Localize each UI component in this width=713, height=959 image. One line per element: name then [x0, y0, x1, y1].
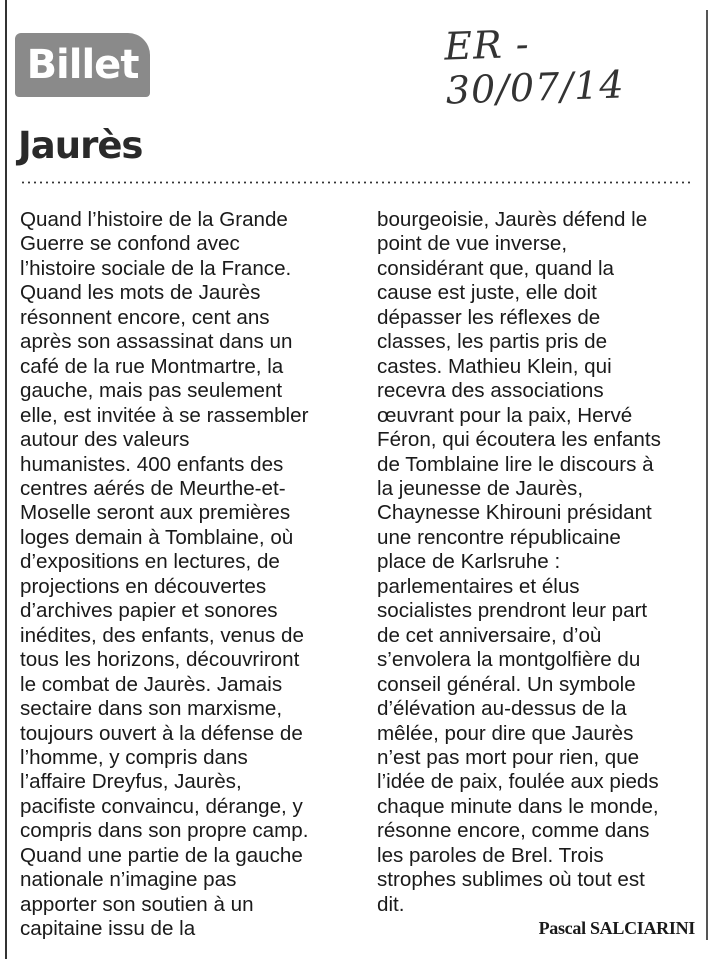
- handwritten-date-note: ER - 30/07/14: [443, 21, 626, 113]
- text-line: résonnent encore, cent ans: [20, 305, 270, 329]
- text-line: l’idée de paix, foulée aux pieds: [377, 770, 659, 794]
- text-line: le combat de Jaurès. Jamais: [20, 672, 283, 696]
- text-line: nationale n’imagine pas: [20, 868, 237, 892]
- text-line: l’homme, y compris dans: [20, 745, 248, 769]
- text-line: chaque minute dans le monde,: [377, 794, 659, 818]
- text-line: parlementaires et élus: [377, 574, 580, 598]
- text-line: après son assassinat dans un: [20, 330, 293, 354]
- text-line: dépasser les réflexes de: [377, 305, 601, 329]
- text-line: castes. Mathieu Klein, qui: [377, 354, 612, 378]
- text-line: la jeunesse de Jaurès,: [377, 476, 584, 500]
- text-line: d’élévation au-dessus de la: [377, 697, 627, 721]
- text-line: recevra des associations: [377, 379, 604, 403]
- text-line: considérant que, quand la: [377, 256, 615, 280]
- text-line: cause est juste, elle doit: [377, 281, 597, 305]
- text-line: pacifiste convaincu, dérange, y: [20, 794, 303, 818]
- author-signature: Pascal SALCIARINI: [538, 918, 695, 938]
- text-line: compris dans son propre camp.: [20, 819, 309, 843]
- text-line: s’envolera la montgolfière du: [377, 648, 641, 672]
- page-border-left: [5, 0, 7, 959]
- text-line: strophes sublimes où tout est: [377, 868, 645, 892]
- text-line: Guerre se confond avec: [20, 232, 240, 256]
- text-line: une rencontre républicaine: [377, 525, 621, 549]
- text-line: autour des valeurs: [20, 428, 190, 452]
- section-label: Billet: [26, 42, 139, 88]
- text-line: de Tomblaine lire le discours à: [377, 452, 654, 476]
- text-line: elle, est invitée à se rassembler: [20, 403, 309, 427]
- text-line: projections en découvertes: [20, 574, 267, 598]
- text-line: Quand une partie de la gauche: [20, 843, 303, 867]
- article-title: Jaurès: [18, 124, 143, 167]
- dotted-divider: [20, 181, 692, 184]
- section-badge: [15, 33, 150, 97]
- text-line: dit.: [377, 892, 405, 916]
- text-line: mêlée, pour dire que Jaurès: [377, 721, 634, 745]
- article-column-left: [20, 208, 308, 942]
- text-line: de cet anniversaire, d’où: [377, 623, 602, 647]
- text-line: d’expositions en lectures, de: [20, 550, 280, 574]
- text-line: Quand les mots de Jaurès: [20, 281, 261, 305]
- text-line: n’est pas mort pour rien, que: [377, 745, 640, 769]
- text-line: apporter son soutien à un: [20, 892, 254, 916]
- text-line: socialistes prendront leur part: [377, 599, 648, 623]
- text-line: Chaynesse Khirouni présidant: [377, 501, 652, 525]
- text-line: tous les horizons, découvriront: [20, 648, 300, 672]
- text-line: place de Karlsruhe :: [377, 550, 561, 574]
- text-line: centres aérés de Meurthe-et-: [20, 476, 286, 500]
- text-line: toujours ouvert à la défense de: [20, 721, 303, 745]
- article-column-right: [377, 208, 661, 917]
- text-line: l’affaire Dreyfus, Jaurès,: [20, 770, 242, 794]
- text-line: résonne encore, comme dans: [377, 819, 650, 843]
- text-line: inédites, des enfants, venus de: [20, 623, 304, 647]
- text-line: d’archives papier et sonores: [20, 599, 278, 623]
- text-line: conseil général. Un symbole: [377, 672, 636, 696]
- text-line: les paroles de Brel. Trois: [377, 843, 604, 867]
- text-line: café de la rue Montmartre, la: [20, 354, 284, 378]
- text-line: gauche, mais pas seulement: [20, 379, 283, 403]
- text-line: l’histoire sociale de la France.: [20, 256, 292, 280]
- text-line: loges demain à Tomblaine, où: [20, 525, 294, 549]
- text-line: sectaire dans son marxisme,: [20, 697, 283, 721]
- text-line: capitaine issu de la: [20, 917, 196, 941]
- text-line: Quand l’histoire de la Grande: [20, 208, 288, 231]
- text-line: point de vue inverse,: [377, 232, 568, 256]
- text-line: humanistes. 400 enfants des: [20, 452, 284, 476]
- page-border-right: [706, 10, 708, 940]
- text-line: bourgeoisie, Jaurès défend le: [377, 208, 648, 231]
- text-line: Moselle seront aux premières: [20, 501, 291, 525]
- text-line: œuvrant pour la paix, Hervé: [377, 403, 633, 427]
- text-line: classes, les partis pris de: [377, 330, 608, 354]
- text-line: Féron, qui écoutera les enfants: [377, 428, 661, 452]
